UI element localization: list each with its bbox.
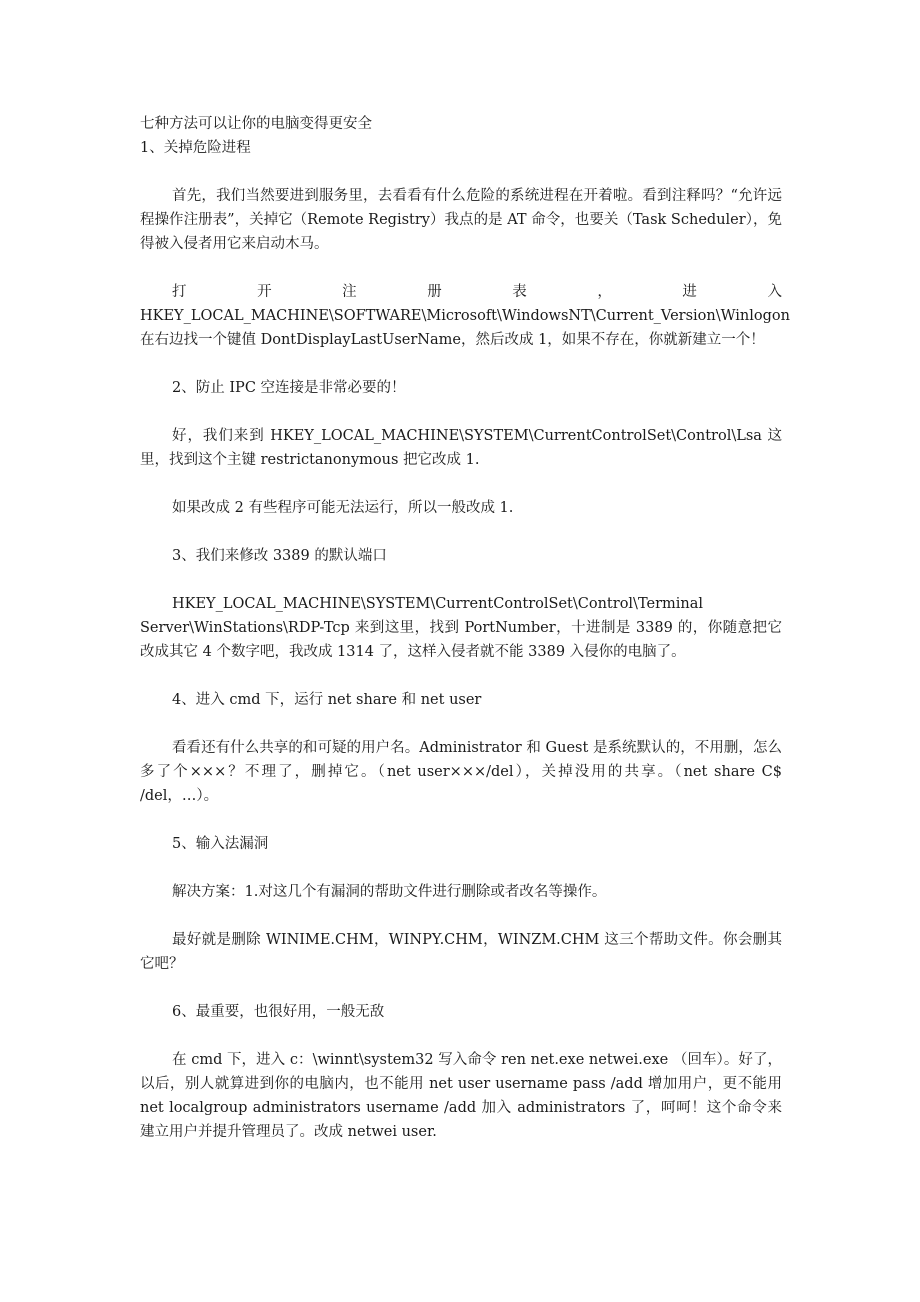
spacer [140,904,782,928]
spread-word: 开 [257,284,272,300]
section-5-paragraph-2: 最好就是删除 WINIME.CHM，WINPY.CHM，WINZM.CHM 这三个帮助文件。你会删其它吧？ [140,932,782,972]
section-1-spread-line [140,280,782,304]
section-2-paragraph-2: 如果改成 2 有些程序可能无法运行，所以一般改成 1. [172,500,514,516]
section-4-paragraph-1: 看看还有什么共享的和可疑的用户名。Administrator 和 Guest 是系统默认的，不用删，怎么多了个×××？不理了，删掉它。（net user×××/del），关掉没用的共享。（net share C$ /del，…）。 [140,740,782,804]
section-6-heading: 6、最重要，也很好用，一般无敌 [172,1004,385,1020]
spread-word: 册 [427,284,442,300]
section-4-heading: 4、进入 cmd 下，运行 net share 和 net user [172,692,482,708]
section-2-heading: 2、防止 IPC 空连接是非常必要的！ [172,380,406,396]
section-1-registry-path: HKEY_LOCAL_MACHINE\SOFTWARE\Microsoft\WindowsNT\Current_Version\Winlogon [140,308,790,324]
spacer [140,256,782,280]
spread-word: 打 [172,284,187,300]
spread-word: 进 [682,284,697,300]
spacer [140,352,782,376]
spread-word: 注 [342,284,357,300]
spacer [140,472,782,496]
spacer [140,400,782,424]
spacer [140,664,782,688]
spacer [140,856,782,880]
section-5-heading: 5、输入法漏洞 [172,836,269,852]
section-1-heading: 1、关掉危险进程 [140,140,251,156]
spacer [140,712,782,736]
document-page [140,112,790,1144]
section-1-paragraph-2-tail: 在右边找一个键值 DontDisplayLastUserName，然后改成 1，如果不存在，你就新建立一个！ [140,332,765,348]
spacer [140,808,782,832]
section-3-paragraph-rest: Server\WinStations\RDP-Tcp 来到这里，找到 PortNumber，十进制是 3389 的，你随意把它改成其它 4 个数字吧，我改成 1314 了，这样入侵者就不能 3389 入侵你的电脑了。 [140,620,782,660]
spacer [140,976,782,1000]
section-5-paragraph-1: 解决方案：1.对这几个有漏洞的帮助文件进行删除或者改名等操作。 [172,884,607,900]
document-title: 七种方法可以让你的电脑变得更安全 [140,116,372,132]
section-6-paragraph-1: 在 cmd 下，进入 c：\winnt\system32 写入命令 ren net.exe netwei.exe （回车）。好了，以后，别人就算进到你的电脑内，也不能用 net user username pass /add 增加用户，更不能用 net localgroup administrators username /add 加入 administrators 了，呵呵！这个命令来建立用户并提升管理员了。改成 netwei user. [140,1052,782,1140]
spread-word: 入 [767,284,782,300]
section-1-paragraph-1: 首先，我们当然要进到服务里，去看看有什么危险的系统进程在开着啦。看到注释吗？“允许远程操作注册表”，关掉它（Remote Registry）我点的是 AT 命令，也要关（Task Scheduler），免得被入侵者用它来启动木马。 [140,188,782,252]
spacer [140,568,782,592]
spacer [140,520,782,544]
section-3-paragraph-line-1: HKEY_LOCAL_MACHINE\SYSTEM\CurrentControlSet\Control\Terminal [172,596,704,612]
spread-word: ， [597,284,612,300]
section-2-paragraph-1: 好，我们来到 HKEY_LOCAL_MACHINE\SYSTEM\CurrentControlSet\Control\Lsa 这里，找到这个主键 restrictanonymous 把它改成 1. [140,428,782,468]
spacer [140,1024,782,1048]
spacer [140,160,782,184]
section-3-heading: 3、我们来修改 3389 的默认端口 [172,548,387,564]
spread-word: 表 [512,284,527,300]
